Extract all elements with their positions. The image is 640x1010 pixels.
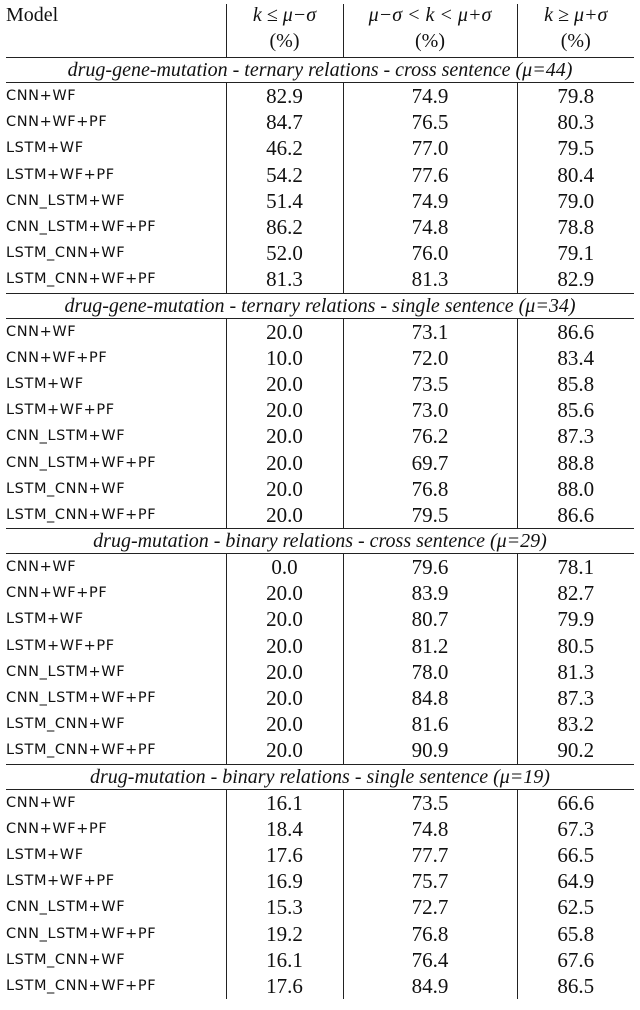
value-cell-high: 90.2 (517, 737, 634, 764)
model-cell: CNN_LSTM+WF+PF (6, 454, 157, 471)
value-cell-mid: 76.8 (343, 476, 517, 502)
model-cell: CNN_LSTM+WF+PF (6, 925, 157, 942)
table-row (6, 947, 634, 973)
value-cell-low: 20.0 (226, 502, 343, 529)
value-cell-high: 66.6 (517, 789, 634, 816)
header-col-mid: μ−σ < k < μ+σ (343, 4, 517, 31)
value-cell-mid: 90.9 (343, 737, 517, 764)
table-row (6, 580, 634, 606)
value-cell-high: 79.0 (517, 188, 634, 214)
model-cell: CNN_LSTM+WF (6, 428, 126, 445)
header-col-high: k ≥ μ+σ (517, 4, 634, 31)
model-cell: CNN_LSTM+WF (6, 663, 126, 680)
table-row (6, 842, 634, 868)
value-cell-mid: 77.7 (343, 842, 517, 868)
section-header-row (6, 764, 634, 789)
model-cell: CNN+WF+PF (6, 114, 108, 131)
header-unit-row (6, 31, 634, 58)
value-cell-low: 16.9 (226, 868, 343, 894)
value-cell-mid: 79.6 (343, 554, 517, 581)
value-cell-high: 83.2 (517, 711, 634, 737)
model-cell: LSTM+WF+PF (6, 402, 115, 419)
value-cell-mid: 76.0 (343, 240, 517, 266)
table-row (6, 109, 634, 135)
value-cell-high: 86.6 (517, 502, 634, 529)
table-row (6, 162, 634, 188)
model-cell: CNN+WF+PF (6, 820, 108, 837)
value-cell-low: 16.1 (226, 947, 343, 973)
table-row (6, 685, 634, 711)
model-cell: LSTM_CNN+WF+PF (6, 506, 157, 523)
value-cell-low: 17.6 (226, 973, 343, 999)
value-cell-mid: 78.0 (343, 659, 517, 685)
value-cell-high: 85.6 (517, 397, 634, 423)
value-cell-high: 67.3 (517, 816, 634, 842)
model-cell: LSTM_CNN+WF (6, 951, 126, 968)
section-title: drug-mutation - binary relations - cross sentence (μ=29) (6, 529, 634, 554)
value-cell-high: 79.8 (517, 83, 634, 110)
results-table (6, 4, 634, 999)
value-cell-high: 80.3 (517, 109, 634, 135)
table-row (6, 973, 634, 999)
value-cell-high: 88.8 (517, 449, 634, 475)
model-cell: LSTM_CNN+WF+PF (6, 271, 157, 288)
value-cell-low: 15.3 (226, 894, 343, 920)
table-row (6, 920, 634, 946)
value-cell-low: 52.0 (226, 240, 343, 266)
table-row (6, 135, 634, 161)
value-cell-mid: 76.2 (343, 423, 517, 449)
value-cell-low: 20.0 (226, 606, 343, 632)
value-cell-high: 81.3 (517, 659, 634, 685)
value-cell-high: 78.8 (517, 214, 634, 240)
value-cell-mid: 69.7 (343, 449, 517, 475)
table-row (6, 816, 634, 842)
value-cell-mid: 76.8 (343, 920, 517, 946)
value-cell-high: 79.9 (517, 606, 634, 632)
value-cell-low: 54.2 (226, 162, 343, 188)
model-cell: CNN_LSTM+WF+PF (6, 219, 157, 236)
value-cell-mid: 81.6 (343, 711, 517, 737)
value-cell-high: 86.6 (517, 318, 634, 345)
value-cell-low: 81.3 (226, 266, 343, 293)
value-cell-low: 19.2 (226, 920, 343, 946)
value-cell-mid: 76.5 (343, 109, 517, 135)
value-cell-high: 85.8 (517, 371, 634, 397)
model-cell: CNN_LSTM+WF+PF (6, 690, 157, 707)
table-row (6, 449, 634, 475)
value-cell-high: 83.4 (517, 345, 634, 371)
table-row (6, 711, 634, 737)
table-row (6, 318, 634, 345)
value-cell-low: 20.0 (226, 449, 343, 475)
section-header-row (6, 58, 634, 83)
model-cell: LSTM_CNN+WF (6, 245, 126, 262)
header-unit-high: (%) (517, 31, 634, 58)
model-cell: CNN+WF (6, 88, 77, 105)
value-cell-mid: 74.9 (343, 83, 517, 110)
value-cell-high: 87.3 (517, 685, 634, 711)
value-cell-mid: 77.6 (343, 162, 517, 188)
table-row (6, 633, 634, 659)
table-row (6, 188, 634, 214)
value-cell-low: 20.0 (226, 659, 343, 685)
value-cell-low: 84.7 (226, 109, 343, 135)
section-header-row (6, 293, 634, 318)
value-cell-low: 16.1 (226, 789, 343, 816)
value-cell-high: 86.5 (517, 973, 634, 999)
model-cell: CNN+WF (6, 794, 77, 811)
value-cell-mid: 72.7 (343, 894, 517, 920)
model-cell: LSTM_CNN+WF (6, 716, 126, 733)
value-cell-low: 20.0 (226, 318, 343, 345)
value-cell-low: 10.0 (226, 345, 343, 371)
value-cell-high: 80.5 (517, 633, 634, 659)
model-cell: LSTM+WF (6, 375, 84, 392)
table-row (6, 83, 634, 110)
table-row (6, 789, 634, 816)
section-title: drug-gene-mutation - ternary relations - cross sentence (μ=44) (6, 58, 634, 83)
model-cell: LSTM_CNN+WF+PF (6, 742, 157, 759)
value-cell-mid: 74.8 (343, 816, 517, 842)
header-unit-mid: (%) (343, 31, 517, 58)
table-row (6, 894, 634, 920)
value-cell-mid: 79.5 (343, 502, 517, 529)
value-cell-low: 20.0 (226, 685, 343, 711)
section-header-row (6, 529, 634, 554)
table-row (6, 266, 634, 293)
value-cell-mid: 77.0 (343, 135, 517, 161)
model-cell: LSTM_CNN+WF+PF (6, 977, 157, 994)
value-cell-high: 82.9 (517, 266, 634, 293)
value-cell-mid: 73.5 (343, 789, 517, 816)
value-cell-mid: 84.9 (343, 973, 517, 999)
header-model: Model (6, 4, 59, 26)
value-cell-mid: 84.8 (343, 685, 517, 711)
table-row (6, 606, 634, 632)
value-cell-mid: 74.9 (343, 188, 517, 214)
model-cell: LSTM_CNN+WF (6, 480, 126, 497)
value-cell-high: 62.5 (517, 894, 634, 920)
table-row (6, 371, 634, 397)
value-cell-low: 20.0 (226, 633, 343, 659)
value-cell-low: 86.2 (226, 214, 343, 240)
value-cell-mid: 80.7 (343, 606, 517, 632)
model-cell: CNN_LSTM+WF (6, 192, 126, 209)
value-cell-mid: 73.0 (343, 397, 517, 423)
value-cell-high: 79.5 (517, 135, 634, 161)
table-row (6, 659, 634, 685)
header-unit-blank (6, 31, 226, 58)
value-cell-high: 66.5 (517, 842, 634, 868)
value-cell-high: 79.1 (517, 240, 634, 266)
table-row (6, 214, 634, 240)
header-unit-low: (%) (226, 31, 343, 58)
model-cell: LSTM+WF (6, 846, 84, 863)
value-cell-mid: 73.1 (343, 318, 517, 345)
value-cell-low: 17.6 (226, 842, 343, 868)
value-cell-low: 0.0 (226, 554, 343, 581)
value-cell-high: 64.9 (517, 868, 634, 894)
table-row (6, 476, 634, 502)
value-cell-low: 20.0 (226, 371, 343, 397)
value-cell-mid: 75.7 (343, 868, 517, 894)
model-cell: CNN+WF (6, 323, 77, 340)
model-cell: CNN_LSTM+WF (6, 899, 126, 916)
model-cell: LSTM+WF (6, 611, 84, 628)
table-row (6, 397, 634, 423)
value-cell-mid: 81.3 (343, 266, 517, 293)
value-cell-mid: 73.5 (343, 371, 517, 397)
value-cell-low: 20.0 (226, 476, 343, 502)
value-cell-mid: 72.0 (343, 345, 517, 371)
table-row (6, 554, 634, 581)
value-cell-high: 67.6 (517, 947, 634, 973)
value-cell-low: 46.2 (226, 135, 343, 161)
value-cell-low: 20.0 (226, 737, 343, 764)
value-cell-mid: 76.4 (343, 947, 517, 973)
model-cell: LSTM+WF+PF (6, 873, 115, 890)
value-cell-low: 20.0 (226, 423, 343, 449)
header-row (6, 4, 634, 31)
value-cell-high: 82.7 (517, 580, 634, 606)
section-title: drug-mutation - binary relations - single sentence (μ=19) (6, 764, 634, 789)
model-cell: CNN+WF (6, 559, 77, 576)
model-cell: CNN+WF+PF (6, 585, 108, 602)
model-cell: CNN+WF+PF (6, 349, 108, 366)
model-cell: LSTM+WF (6, 140, 84, 157)
value-cell-high: 78.1 (517, 554, 634, 581)
value-cell-mid: 83.9 (343, 580, 517, 606)
value-cell-mid: 81.2 (343, 633, 517, 659)
table-row (6, 345, 634, 371)
value-cell-low: 82.9 (226, 83, 343, 110)
table-body (6, 58, 634, 1000)
model-cell: LSTM+WF+PF (6, 637, 115, 654)
header-col-low: k ≤ μ−σ (226, 4, 343, 31)
value-cell-low: 20.0 (226, 711, 343, 737)
value-cell-high: 80.4 (517, 162, 634, 188)
table-row (6, 502, 634, 529)
value-cell-low: 20.0 (226, 580, 343, 606)
value-cell-low: 20.0 (226, 397, 343, 423)
value-cell-high: 88.0 (517, 476, 634, 502)
model-cell: LSTM+WF+PF (6, 166, 115, 183)
value-cell-low: 18.4 (226, 816, 343, 842)
value-cell-high: 87.3 (517, 423, 634, 449)
section-title: drug-gene-mutation - ternary relations - single sentence (μ=34) (6, 293, 634, 318)
value-cell-low: 51.4 (226, 188, 343, 214)
value-cell-mid: 74.8 (343, 214, 517, 240)
table-row (6, 737, 634, 764)
table-row (6, 868, 634, 894)
table-row (6, 423, 634, 449)
table-row (6, 240, 634, 266)
value-cell-high: 65.8 (517, 920, 634, 946)
